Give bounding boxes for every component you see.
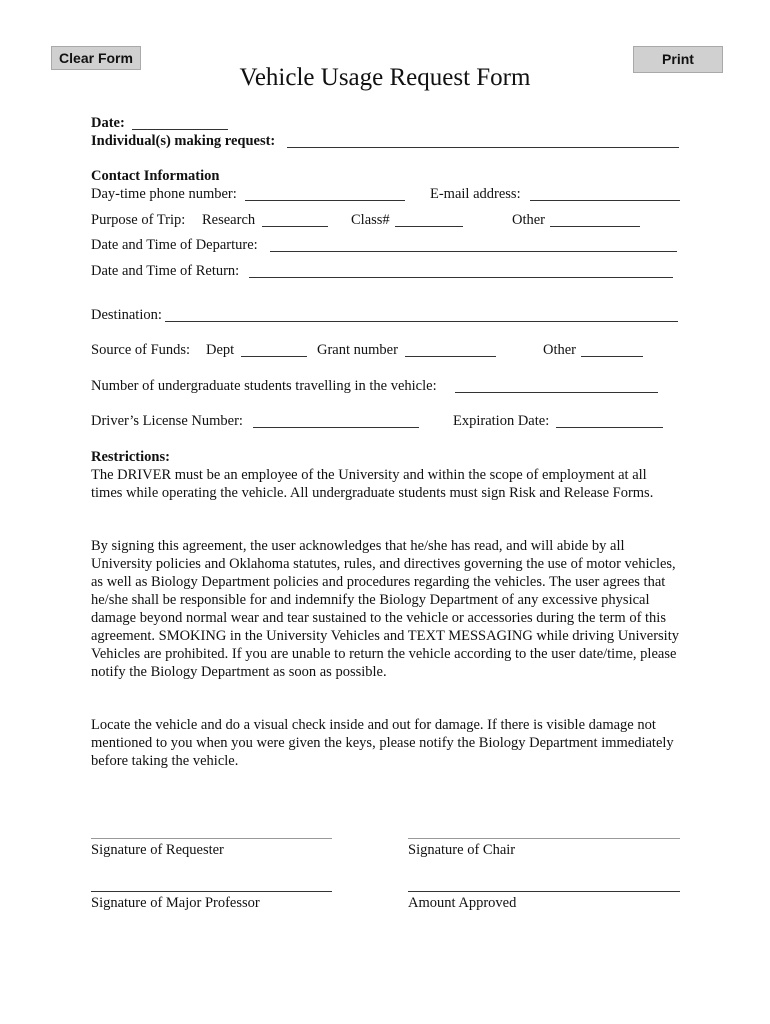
research-label: Research (202, 212, 256, 228)
license-field[interactable] (253, 427, 419, 428)
return-label: Date and Time of Return: (91, 263, 240, 279)
restrictions-paragraph-3: Locate the vehicle and do a visual check inside and out for damage. If there is visible damage not mentioned to you when you were given the keys, please notify the Biology Department immediately before taking the vehicle. (91, 717, 674, 769)
research-field[interactable] (262, 226, 328, 227)
return-field[interactable] (249, 277, 673, 278)
amount-approved-line[interactable] (408, 891, 680, 892)
license-label: Driver’s License Number: (91, 413, 243, 429)
email-field[interactable] (530, 200, 680, 201)
major-professor-signature-line[interactable] (91, 891, 332, 892)
email-label: E-mail address: (430, 186, 521, 202)
departure-label: Date and Time of Departure: (91, 237, 258, 253)
undergrad-label: Number of undergraduate students travelling in the vehicle: (91, 378, 437, 394)
restrictions-paragraph-2: By signing this agreement, the user acknowledges that he/she has read, and will abide by all University policies and Oklahoma statutes, rules, and directives governing the use of motor vehicles, as well as Biology Department policies and procedures regarding the vehicles. The user agrees that he/she shall be responsible for and indemnify the Biology Department of any excessive physical damage beyond normal wear and tear sustained to the vehicle or accessories during the term of this agreement. SMOKING in the University Vehicles and TEXT MESSAGING while driving University Vehicles are prohibited. If you are unable to return the vehicle according to the user date/time, please notify the Biology Department as soon as possible. (91, 538, 679, 680)
contact-heading: Contact Information (91, 168, 220, 184)
grant-field[interactable] (405, 356, 496, 357)
grant-label: Grant number (317, 342, 398, 358)
class-field[interactable] (395, 226, 463, 227)
purpose-other-label: Other (512, 212, 546, 228)
restrictions-heading: Restrictions: (91, 449, 170, 465)
purpose-label: Purpose of Trip: (91, 212, 186, 228)
individuals-label: Individual(s) making request: (91, 133, 276, 149)
departure-field[interactable] (270, 251, 677, 252)
page-title: Vehicle Usage Request Form (239, 64, 531, 91)
amount-approved-label: Amount Approved (408, 895, 517, 911)
dept-label: Dept (206, 342, 235, 358)
funds-other-label: Other (543, 342, 577, 358)
chair-signature-label: Signature of Chair (408, 842, 516, 858)
source-funds-label: Source of Funds: (91, 342, 191, 358)
phone-field[interactable] (245, 200, 405, 201)
destination-field[interactable] (165, 321, 678, 322)
expiration-field[interactable] (556, 427, 663, 428)
class-label: Class# (351, 212, 390, 228)
dept-field[interactable] (241, 356, 307, 357)
destination-label: Destination: (91, 307, 162, 323)
undergrad-field[interactable] (455, 392, 658, 393)
print-button[interactable]: Print (633, 46, 723, 73)
requester-signature-line[interactable] (91, 838, 332, 839)
date-label: Date: (91, 115, 125, 131)
clear-form-button[interactable]: Clear Form (51, 46, 141, 70)
purpose-other-field[interactable] (550, 226, 640, 227)
requester-signature-label: Signature of Requester (91, 842, 224, 858)
restrictions-paragraph-1: The DRIVER must be an employee of the University and within the scope of employment at all times while operating the vehicle. All undergraduate students must sign Risk and Release Forms. (91, 467, 654, 501)
phone-label: Day-time phone number: (91, 186, 237, 202)
date-field[interactable] (132, 129, 228, 130)
funds-other-field[interactable] (581, 356, 643, 357)
chair-signature-line[interactable] (408, 838, 680, 839)
major-professor-signature-label: Signature of Major Professor (91, 895, 260, 911)
expiration-label: Expiration Date: (453, 413, 550, 429)
individuals-field[interactable] (287, 147, 679, 148)
